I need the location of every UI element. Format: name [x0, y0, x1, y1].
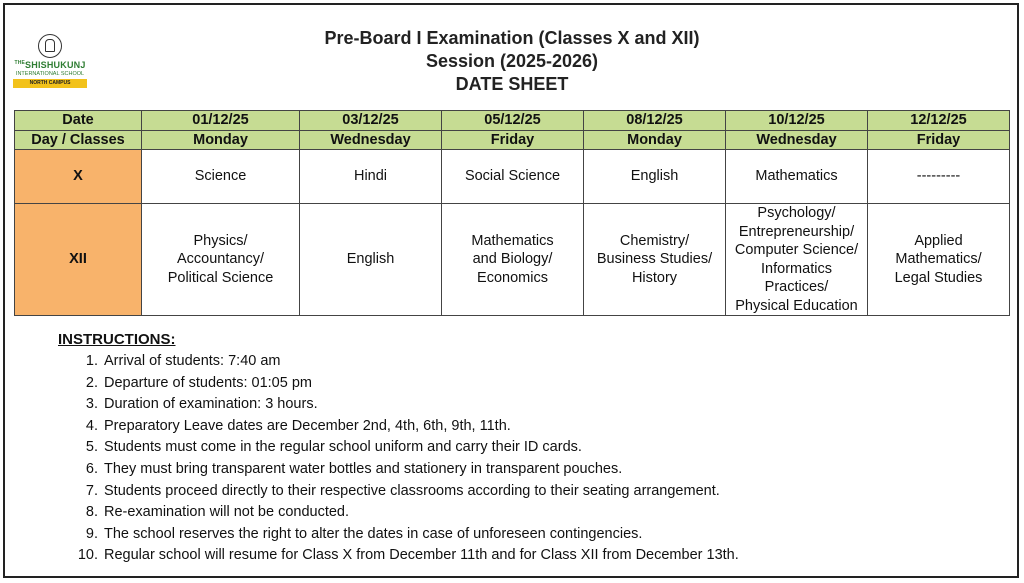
logo-subtitle: INTERNATIONAL SCHOOL — [15, 71, 85, 77]
class-label: XII — [15, 204, 142, 316]
subject-cell: Physics/ Accountancy/ Political Science — [142, 204, 300, 316]
instructions-list — [58, 351, 739, 567]
date-cell: 08/12/25 — [584, 111, 726, 131]
logo-name: $^{THE}$SHISHUKUNJ — [14, 60, 86, 70]
day-cell: Wednesday — [300, 130, 442, 150]
subject-cell: Psychology/ Entrepreneurship/ Computer Science/ Informatics Practices/ Physical Education — [726, 204, 868, 316]
day-cell: Friday — [442, 130, 584, 150]
subject-cell: Mathematics — [726, 150, 868, 204]
date-cell: 12/12/25 — [868, 111, 1010, 131]
subject-cell: English — [300, 204, 442, 316]
instruction-item: 9. The school reserves the right to alter the dates in case of unforeseen contingencies. — [102, 524, 739, 546]
title-datesheet: DATE SHEET — [455, 74, 569, 94]
instruction-item: 1. Arrival of students: 7:40 am — [102, 351, 739, 373]
date-row — [15, 111, 1010, 131]
subject-cell: Hindi — [300, 150, 442, 204]
instruction-item: 3. Duration of examination: 3 hours. — [102, 394, 739, 416]
class-label: X — [15, 150, 142, 204]
instruction-item: 6. They must bring transparent water bottles and stationery in transparent pouches. — [102, 459, 739, 481]
page-title — [0, 27, 1024, 96]
subject-cell: --------- — [868, 150, 1010, 204]
date-cell: 03/12/25 — [300, 111, 442, 131]
date-cell: 10/12/25 — [726, 111, 868, 131]
day-cell: Wednesday — [726, 130, 868, 150]
date-sheet-table — [14, 110, 1010, 316]
instruction-item: 2. Departure of students: 01:05 pm — [102, 373, 739, 395]
instructions-section — [58, 331, 739, 567]
instruction-item: 5. Students must come in the regular school uniform and carry their ID cards. — [102, 437, 739, 459]
date-cell: 05/12/25 — [442, 111, 584, 131]
instruction-item: 10. Regular school will resume for Class X from December 11th and for Class XII from December 13th. — [102, 545, 739, 567]
title-session: Session (2025-2026) — [425, 51, 599, 71]
instruction-item: 7. Students proceed directly to their respective classrooms according to their seating arrangement. — [102, 481, 739, 503]
subject-cell: English — [584, 150, 726, 204]
subject-cell: Mathematics and Biology/ Economics — [442, 204, 584, 316]
day-row — [15, 130, 1010, 150]
date-cell: 01/12/25 — [142, 111, 300, 131]
subject-cell: Chemistry/ Business Studies/ History — [584, 204, 726, 316]
day-cell: Monday — [142, 130, 300, 150]
day-cell: Friday — [868, 130, 1010, 150]
title-exam: Pre-Board I Examination (Classes X and XII) — [324, 28, 700, 48]
subject-cell: Social Science — [442, 150, 584, 204]
instruction-item: 8. Re-examination will not be conducted. — [102, 502, 739, 524]
logo-campus-badge: NORTH CAMPUS — [13, 79, 87, 88]
date-label: Date — [15, 111, 142, 131]
subject-cell: Science — [142, 150, 300, 204]
instruction-item: 4. Preparatory Leave dates are December 2nd, 4th, 6th, 9th, 11th. — [102, 416, 739, 438]
class-xii-row — [15, 204, 1010, 316]
class-x-row — [15, 150, 1010, 204]
instructions-heading: INSTRUCTIONS: — [58, 331, 176, 348]
day-label: Day / Classes — [15, 130, 142, 150]
day-cell: Monday — [584, 130, 726, 150]
subject-cell: Applied Mathematics/ Legal Studies — [868, 204, 1010, 316]
